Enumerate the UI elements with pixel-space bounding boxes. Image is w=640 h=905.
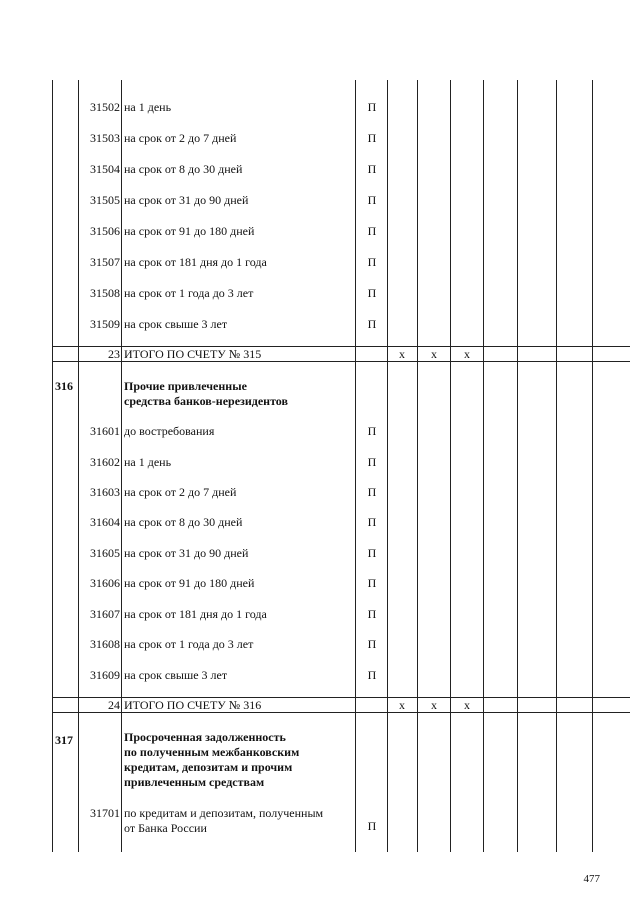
account-sign: П	[367, 455, 377, 469]
account-name: на срок от 1 года до 3 лет	[124, 637, 254, 651]
account-sign: П	[367, 255, 377, 269]
account-code: 31506	[90, 224, 120, 238]
section-title: по полученным межбанковским	[124, 745, 300, 759]
account-code: 31509	[90, 317, 120, 331]
account-code: 31603	[90, 485, 120, 499]
account-code: 31605	[90, 546, 120, 560]
account-name: на срок от 1 года до 3 лет	[124, 286, 254, 300]
account-name: на 1 день	[124, 100, 172, 114]
account-name: на срок свыше 3 лет	[124, 317, 228, 331]
col-divider	[355, 80, 356, 852]
account-code: 31508	[90, 286, 120, 300]
page-number: 477	[583, 873, 600, 885]
account-sign: П	[367, 317, 377, 331]
account-sign: П	[367, 668, 377, 682]
col-divider	[450, 80, 451, 852]
section-title: кредитам, депозитам и прочим	[124, 760, 293, 774]
account-code: 31609	[90, 668, 120, 682]
account-sign: П	[367, 819, 377, 833]
col-divider	[483, 80, 484, 852]
account-sign: П	[367, 637, 377, 651]
account-code: 31602	[90, 455, 120, 469]
total-mark: x	[399, 347, 405, 361]
account-name: на 1 день	[124, 455, 172, 469]
total-mark: x	[431, 698, 437, 712]
col-divider	[592, 80, 593, 852]
col-divider	[517, 80, 518, 852]
section-title: средства банков-нерезидентов	[124, 394, 288, 408]
account-name: от Банка России	[124, 821, 207, 835]
account-name: на срок от 31 до 90 дней	[124, 546, 249, 560]
account-code: 31601	[90, 424, 120, 438]
account-sign: П	[367, 286, 377, 300]
col-divider	[121, 80, 122, 852]
account-sign: П	[367, 424, 377, 438]
col-divider	[387, 80, 388, 852]
account-name: по кредитам и депозитам, полученным	[124, 806, 324, 820]
account-code: 31604	[90, 515, 120, 529]
account-name: на срок от 8 до 30 дней	[124, 162, 243, 176]
total-row-number: 24	[108, 698, 120, 712]
account-code: 31701	[90, 806, 120, 820]
account-code: 31607	[90, 607, 120, 621]
account-sign: П	[367, 100, 377, 114]
account-name: на срок от 181 дня до 1 года	[124, 607, 267, 621]
account-code: 31507	[90, 255, 120, 269]
account-code: 31505	[90, 193, 120, 207]
account-sign: П	[367, 193, 377, 207]
account-name: на срок от 2 до 7 дней	[124, 131, 237, 145]
account-sign: П	[367, 485, 377, 499]
col-divider	[417, 80, 418, 852]
total-mark: x	[464, 347, 470, 361]
total-mark: x	[399, 698, 405, 712]
account-code: 31608	[90, 637, 120, 651]
total-mark: x	[431, 347, 437, 361]
account-sign: П	[367, 131, 377, 145]
row-divider	[52, 712, 630, 713]
account-sign: П	[367, 515, 377, 529]
account-code: 31606	[90, 576, 120, 590]
section-title: Просроченная задолженность	[124, 730, 286, 744]
account-name: на срок от 91 до 180 дней	[124, 224, 255, 238]
account-code: 31504	[90, 162, 120, 176]
section-number: 317	[55, 733, 73, 747]
section-title: привлеченным средствам	[124, 775, 265, 789]
section-title: Прочие привлеченные	[124, 379, 247, 393]
account-name: на срок от 2 до 7 дней	[124, 485, 237, 499]
total-mark: x	[464, 698, 470, 712]
col-divider	[52, 80, 53, 852]
row-divider	[52, 361, 630, 362]
account-code: 31503	[90, 131, 120, 145]
account-sign: П	[367, 224, 377, 238]
col-divider	[556, 80, 557, 852]
account-name: на срок от 91 до 180 дней	[124, 576, 255, 590]
account-sign: П	[367, 546, 377, 560]
col-divider	[78, 80, 79, 852]
account-sign: П	[367, 162, 377, 176]
account-sign: П	[367, 607, 377, 621]
account-code: 31502	[90, 100, 120, 114]
account-name: на срок от 31 до 90 дней	[124, 193, 249, 207]
total-row-label: ИТОГО ПО СЧЕТУ № 316	[124, 698, 262, 712]
total-row-label: ИТОГО ПО СЧЕТУ № 315	[124, 347, 262, 361]
total-row-number: 23	[108, 347, 120, 361]
account-name: на срок от 8 до 30 дней	[124, 515, 243, 529]
account-name: на срок свыше 3 лет	[124, 668, 228, 682]
account-sign: П	[367, 576, 377, 590]
account-name: на срок от 181 дня до 1 года	[124, 255, 267, 269]
account-name: до востребования	[124, 424, 215, 438]
section-number: 316	[55, 379, 73, 393]
